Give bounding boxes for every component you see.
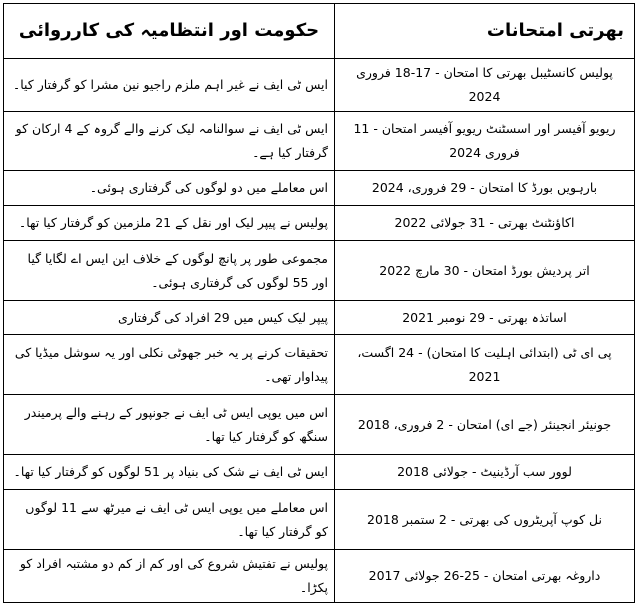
exam-cell: داروغہ بھرتی امتحان - 25-26 جولائی 2017 xyxy=(335,550,635,603)
table-row xyxy=(4,112,635,171)
action-cell: ایس ٹی ایف نے سوالنامہ لیک کرنے والے گروہ کے 4 ارکان کو گرفتار کیا ہے۔ xyxy=(4,112,335,171)
exam-cell: اکاؤنٹنٹ بھرتی - 31 جولائی 2022 xyxy=(335,206,635,241)
action-cell: ایس ٹی ایف نے غیر اہم ملزم راجیو نین مشرا کو گرفتار کیا۔ xyxy=(4,59,335,112)
table-row xyxy=(4,301,635,335)
action-cell: تحقیقات کرنے پر یہ خبر جھوٹی نکلی اور یہ سوشل میڈیا کی پیداوار تھی۔ xyxy=(4,335,335,395)
action-cell: اس معاملے میں یوپی ایس ٹی ایف نے میرٹھ سے 11 لوگوں کو گرفتار کیا تھا۔ xyxy=(4,490,335,550)
exam-cell: نل کوپ آپریٹروں کی بھرتی - 2 ستمبر 2018 xyxy=(335,490,635,550)
table-row xyxy=(4,171,635,206)
exams-table xyxy=(3,3,635,603)
header-action: حکومت اور انتظامیہ کی کارروائی xyxy=(4,4,335,59)
exam-cell: پولیس کانسٹیبل بھرتی کا امتحان - 17-18 فروری 2024 xyxy=(335,59,635,112)
exam-cell: اتر پردیش بورڈ امتحان - 30 مارچ 2022 xyxy=(335,241,635,301)
table-row xyxy=(4,395,635,455)
action-cell: مجموعی طور پر پانچ لوگوں کے خلاف این ایس اے لگایا گیا اور 55 لوگوں کی گرفتاری ہوئی۔ xyxy=(4,241,335,301)
exam-cell: لوور سب آرڈینیٹ - جولائی 2018 xyxy=(335,455,635,490)
exam-cell: پی ای ٹی (ابتدائی اہلیت کا امتحان) - 24 اگست، 2021 xyxy=(335,335,635,395)
exam-cell: اساتذہ بھرتی - 29 نومبر 2021 xyxy=(335,301,635,335)
action-cell: پیپر لیک کیس میں 29 افراد کی گرفتاری xyxy=(4,301,335,335)
action-cell: پولیس نے پیپر لیک اور نقل کے 21 ملزمین کو گرفتار کیا تھا۔ xyxy=(4,206,335,241)
action-cell: ایس ٹی ایف نے شک کی بنیاد پر 51 لوگوں کو گرفتار کیا تھا۔ xyxy=(4,455,335,490)
action-cell: پولیس نے تفتیش شروع کی اور کم از کم دو مشتبہ افراد کو پکڑا۔ xyxy=(4,550,335,603)
table-row xyxy=(4,490,635,550)
table-row xyxy=(4,455,635,490)
table-row xyxy=(4,59,635,112)
header-row xyxy=(4,4,635,59)
header-exams: بھرتی امتحانات xyxy=(335,4,635,59)
table-row xyxy=(4,241,635,301)
exam-cell: بارہویں بورڈ کا امتحان - 29 فروری، 2024 xyxy=(335,171,635,206)
table-row xyxy=(4,550,635,603)
exam-cell: ریویو آفیسر اور اسسٹنٹ ریویو آفیسر امتحان - 11 فروری 2024 xyxy=(335,112,635,171)
table-row xyxy=(4,335,635,395)
table-row xyxy=(4,206,635,241)
action-cell: اس میں یوپی ایس ٹی ایف نے جونپور کے رہنے والے پرمیندر سنگھ کو گرفتار کیا تھا۔ xyxy=(4,395,335,455)
exam-cell: جونیئر انجینئر (جے ای) امتحان - 2 فروری، 2018 xyxy=(335,395,635,455)
action-cell: اس معاملے میں دو لوگوں کی گرفتاری ہوئی۔ xyxy=(4,171,335,206)
